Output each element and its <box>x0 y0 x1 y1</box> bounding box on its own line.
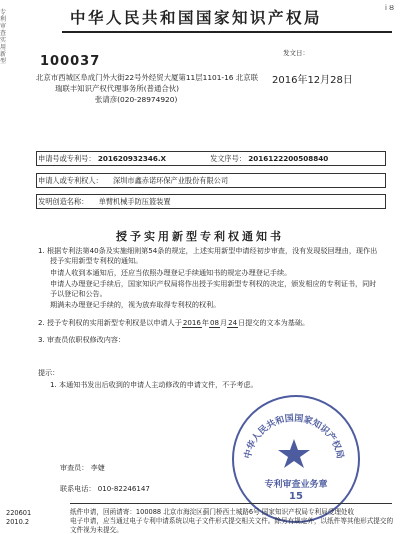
date-label: 发文日： <box>283 49 309 57</box>
examiner-name: 李婕 <box>90 463 105 472</box>
footer-form-date: 2010.2 <box>6 518 30 526</box>
hint-text: 1. 本通知书发出后收到的申请人主动修改的申请文件，不予考虑。 <box>50 380 258 389</box>
footer-line-2: 电子申请，应当通过电子专利申请系统以电子文件形式提交相关文件。除另有规定外，以纸件等其他形式提交的 <box>70 517 394 525</box>
month-unit: 月 <box>220 318 228 327</box>
doc-serial-row <box>210 154 328 164</box>
postal-code: 100037 <box>40 54 101 69</box>
seal-star-icon <box>278 439 310 468</box>
notice-para-1-line-3: 申请人收到本通知后，还应当依照办理登记手续通知书的规定办理登记手续。 <box>50 268 292 277</box>
seal-arc-text: 中华人民共和国国家知识产权局 <box>243 413 345 460</box>
footer-line-1: 纸件申请，回函请寄：100088 北京市海淀区蓟门桥西土城路6号 国家知识产权局专利局受理处收 <box>70 508 355 516</box>
footer-line-3: 文件视为未提交。 <box>70 526 123 534</box>
applicant-value: 深圳市鑫赤诺环保产业股份有限公司 <box>113 176 229 185</box>
footer-form-code: 220601 <box>6 509 32 517</box>
footer-rule <box>70 503 392 504</box>
notice-para-2 <box>38 318 309 328</box>
applicant-row <box>38 176 228 186</box>
app-number-label: 申请号或专利号： <box>38 154 96 163</box>
header-rule <box>62 31 392 33</box>
para-2-prefix: 2. 授予专利权的实用新型专利权是以申请人于 <box>38 318 182 327</box>
seal-number: 15 <box>289 491 303 502</box>
address-line-1: 北京市西城区阜成门外大街22号外经贸大厦第11层1101-16 北京联 <box>36 73 259 82</box>
filing-month: 08 <box>209 318 219 327</box>
invention-label: 发明创造名称： <box>38 197 89 206</box>
address-line-2: 瑞联丰知识产权代理事务所(普通合伙) <box>55 84 180 93</box>
invention-row <box>38 197 171 207</box>
app-number-row <box>38 154 166 164</box>
notice-para-1-line-6: 期满未办理登记手续的，视为放弃取得专利权的权利。 <box>50 300 221 309</box>
seal-center-text: 专利审查业务章 <box>264 480 328 490</box>
app-number-value: 201620932346.X <box>97 154 167 163</box>
hint-label: 提示： <box>38 368 60 377</box>
para-2-suffix: 日提交的文本为基础。 <box>238 318 310 327</box>
phone-value: 010-82246147 <box>97 484 150 493</box>
phone-label: 联系电话： <box>60 484 96 493</box>
side-margin-text: 专利审查实用新型 <box>0 9 7 65</box>
notice-para-1-line-2: 授予实用新型专利权的通知。 <box>50 256 143 265</box>
examiner-row <box>60 463 105 473</box>
filing-day: 24 <box>228 318 238 327</box>
issue-date: 2016年12月28日 <box>272 75 353 86</box>
address-line-3: 张请彦(020-28974920) <box>95 95 178 104</box>
filing-year: 2016 <box>182 318 201 327</box>
notice-para-3: 3. 审查员依职权修改内容： <box>38 335 126 344</box>
doc-serial-value: 2016122200508840 <box>248 154 329 163</box>
notice-para-1-line-5: 予以登记和公告。 <box>50 289 107 298</box>
notice-para-1-line-4: 申请人办理登记手续后，国家知识产权局将作出授予实用新型专利权的决定，颁发相应的专利证书，同时 <box>50 279 377 288</box>
notice-title: 授予实用新型专利权通知书 <box>116 230 284 243</box>
notice-para-1-line-1: 1. 根据专利法第40条及实施细则第54条的规定，上述实用新型申请经初步审查，没有发现驳回理由，现作出 <box>38 246 378 255</box>
year-unit: 年 <box>201 318 209 327</box>
issuing-authority-title: 中华人民共和国国家知识产权局 <box>70 9 323 27</box>
corner-code: i Ȣ <box>384 4 394 12</box>
applicant-label: 申请人或专利权人： <box>38 176 103 185</box>
doc-serial-label: 发文序号： <box>210 154 246 163</box>
phone-row <box>60 484 150 494</box>
invention-value: 单臂机械手防压篮装置 <box>98 197 171 206</box>
examiner-label: 审查员： <box>60 463 89 472</box>
